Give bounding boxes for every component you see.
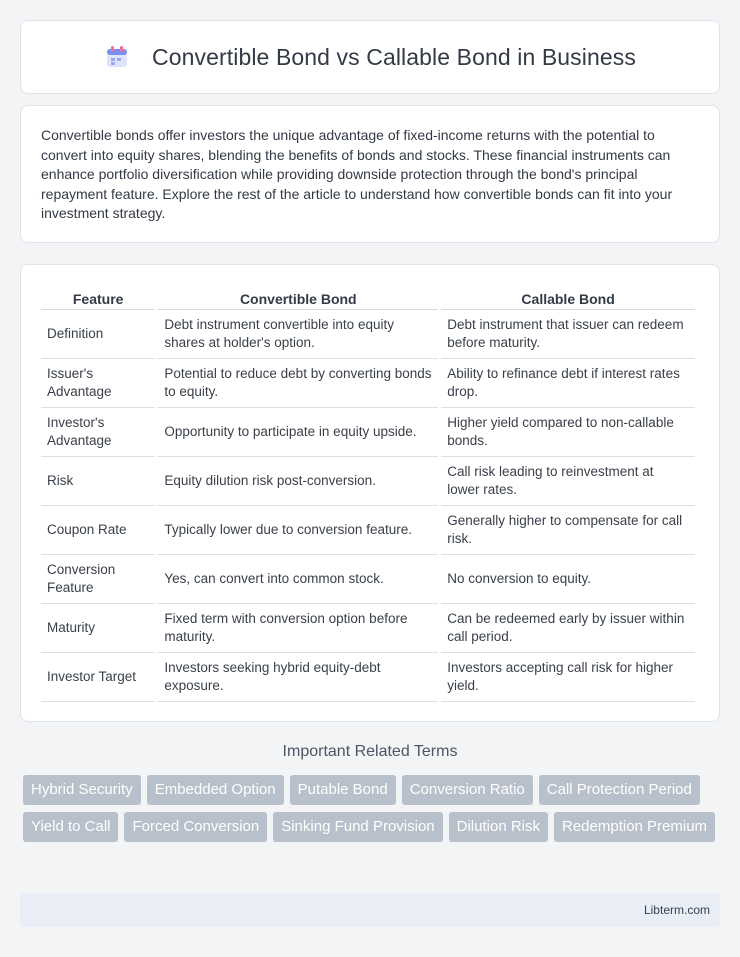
calendar-icon [104,44,130,70]
callable-cell: Ability to refinance debt if interest rates drop. [441,359,695,408]
term-tag[interactable]: Putable Bond [290,775,396,805]
term-tag[interactable]: Conversion Ratio [402,775,533,805]
feature-cell: Conversion Feature [41,555,155,604]
table-row [41,359,695,408]
feature-cell: Investor Target [41,653,155,702]
callable-cell: No conversion to equity. [441,555,695,604]
term-tag[interactable]: Hybrid Security [23,775,141,805]
convertible-cell: Investors seeking hybrid equity-debt exposure. [158,653,438,702]
convertible-cell: Typically lower due to conversion feature. [158,506,438,555]
feature-cell: Maturity [41,604,155,653]
callable-cell: Generally higher to compensate for call risk. [441,506,695,555]
term-tag[interactable]: Redemption Premium [554,812,715,842]
callable-cell: Investors accepting call risk for higher yield. [441,653,695,702]
table-row [41,653,695,702]
table-row [41,457,695,506]
table-row [41,506,695,555]
header-feature: Feature [41,285,155,310]
term-tag[interactable]: Sinking Fund Provision [273,812,442,842]
table-row [41,555,695,604]
header-callable-bond: Callable Bond [441,285,695,310]
convertible-cell: Debt instrument convertible into equity shares at holder's option. [158,310,438,359]
table-row [41,310,695,359]
convertible-cell: Opportunity to participate in equity upside. [158,408,438,457]
convertible-cell: Equity dilution risk post-conversion. [158,457,438,506]
feature-cell: Definition [41,310,155,359]
table-header-row [41,285,695,310]
term-tag[interactable]: Embedded Option [147,775,284,805]
feature-cell: Risk [41,457,155,506]
header-convertible-bond: Convertible Bond [158,285,438,310]
term-tag[interactable]: Dilution Risk [449,812,548,842]
comparison-card [20,264,720,722]
convertible-cell: Potential to reduce debt by converting bonds to equity. [158,359,438,408]
footer-site-link[interactable]: Libterm.com [643,903,710,917]
term-tag[interactable]: Yield to Call [23,812,118,842]
feature-cell: Coupon Rate [41,506,155,555]
table-row [41,604,695,653]
callable-cell: Call risk leading to reinvestment at lower rates. [441,457,695,506]
callable-cell: Can be redeemed early by issuer within call period. [441,604,695,653]
feature-cell: Investor's Advantage [41,408,155,457]
comparison-table [38,285,698,702]
related-terms-list [23,775,723,849]
intro-card [20,105,720,243]
callable-cell: Higher yield compared to non-callable bonds. [441,408,695,457]
page-title: Convertible Bond vs Callable Bond in Business [152,43,636,70]
convertible-cell: Fixed term with conversion option before maturity. [158,604,438,653]
callable-cell: Debt instrument that issuer can redeem before maturity. [441,310,695,359]
term-tag[interactable]: Forced Conversion [124,812,267,842]
convertible-cell: Yes, can convert into common stock. [158,555,438,604]
footer [20,893,720,927]
related-terms-title: Important Related Terms [282,743,458,760]
intro-text: Convertible bonds offer investors the unique advantage of fixed-income returns with the potential to convert into equity shares, blending the benefits of bonds and stocks. These financial instruments can enhance portfolio diversification while providing downside protection through the bond's principal repayment feature. Explore the rest of the article to understand how convertible bonds can fit into your investment strategy. [41,127,673,221]
table-row [41,408,695,457]
term-tag[interactable]: Call Protection Period [539,775,700,805]
feature-cell: Issuer's Advantage [41,359,155,408]
page-header [20,20,720,94]
